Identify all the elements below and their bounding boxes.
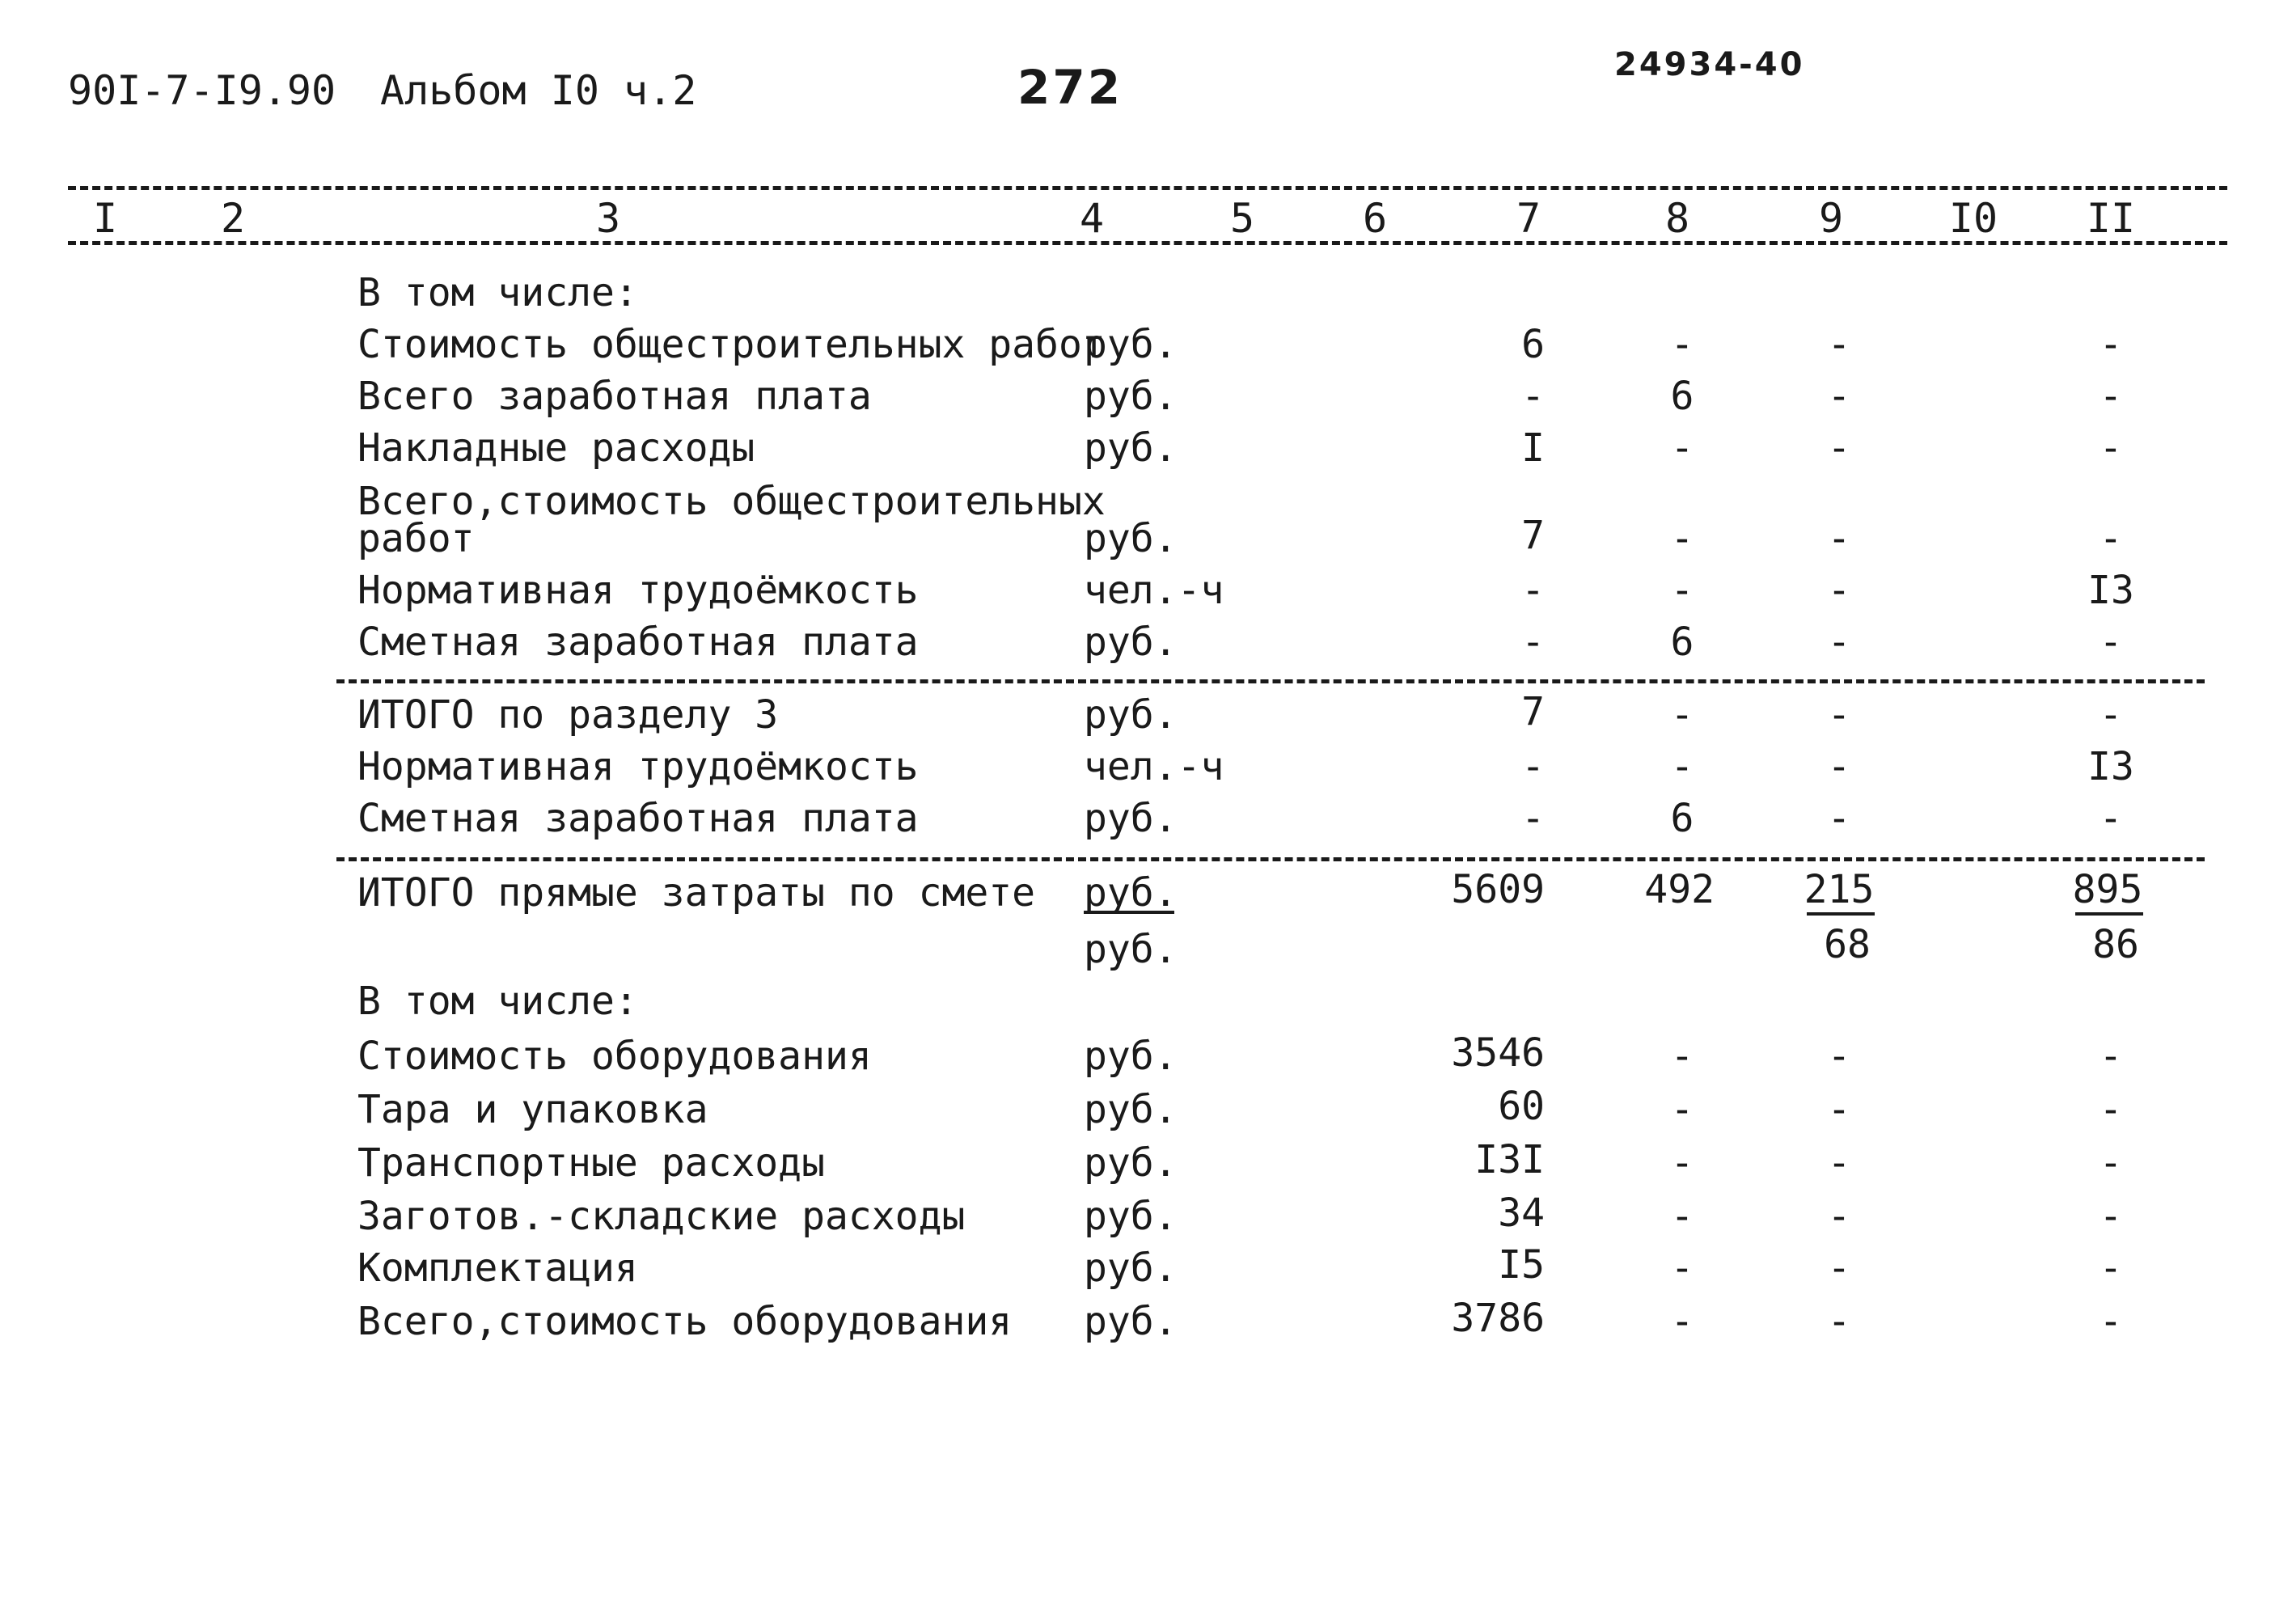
row-label: Комплектация — [357, 1245, 638, 1291]
cell-col8: - — [1670, 568, 1694, 613]
column-number-7: 7 — [1516, 195, 1541, 242]
row-unit: руб. — [1084, 620, 1178, 665]
row-unit: руб. — [1084, 1245, 1178, 1291]
cell-col8: - — [1670, 1245, 1694, 1291]
column-number-9: 9 — [1818, 195, 1844, 242]
section-divider-rule — [336, 857, 2205, 861]
album-label: Альбом I0 ч.2 — [380, 67, 697, 114]
cell-col7: 34 — [1498, 1191, 1545, 1236]
cell-col11: - — [2099, 1087, 2123, 1132]
cell-col9: - — [1827, 568, 1851, 613]
row-unit: руб. — [1084, 322, 1178, 367]
row-label: Сметная заработная плата — [357, 620, 919, 665]
cell-col7: - — [1521, 568, 1545, 613]
cell-col11: 86 — [2092, 922, 2139, 967]
cell-col11: I3 — [2087, 568, 2134, 613]
cell-col9: - — [1827, 374, 1851, 419]
row-label: Заготов.-складские расходы — [357, 1194, 966, 1239]
row-label: Всего заработная плата — [357, 374, 872, 419]
row-label: Нормативная трудоёмкость — [357, 744, 919, 789]
row-label: В том числе: — [357, 270, 638, 315]
column-number-6: 6 — [1362, 195, 1388, 242]
cell-col7: 3546 — [1451, 1030, 1545, 1076]
row-label: Транспортные расходы — [357, 1140, 825, 1186]
cell-col9: - — [1827, 1245, 1851, 1291]
cell-col11: - — [2099, 1140, 2123, 1186]
cell-col9: - — [1827, 620, 1851, 665]
cell-col11: - — [2099, 425, 2123, 471]
row-unit: руб. — [1084, 374, 1178, 419]
cell-col9: - — [1827, 1140, 1851, 1186]
cell-col8: - — [1670, 1194, 1694, 1239]
cell-col9: - — [1827, 1087, 1851, 1132]
cell-col7: - — [1521, 796, 1545, 841]
row-unit: руб. — [1084, 927, 1178, 972]
cell-col7: 3786 — [1451, 1296, 1545, 1341]
cell-col7: - — [1521, 374, 1545, 419]
row-label: Всего,стоимость оборудования — [357, 1299, 1013, 1344]
row-unit: руб. — [1084, 425, 1178, 471]
cell-col7: - — [1521, 744, 1545, 789]
cell-col11: - — [2099, 1299, 2123, 1344]
section-divider-rule — [336, 679, 2205, 683]
cell-col9: - — [1827, 425, 1851, 471]
cell-col9: 215 — [1804, 867, 1875, 912]
cell-col8: - — [1670, 425, 1694, 471]
cell-col7: I5 — [1498, 1242, 1545, 1288]
document-code: 90I-7-I9.90 — [68, 67, 336, 114]
column-number-2: 2 — [220, 195, 246, 242]
cell-col8: - — [1670, 516, 1694, 561]
cell-col7: I — [1521, 425, 1545, 471]
cell-col11: - — [2099, 620, 2123, 665]
row-unit: руб. — [1084, 1034, 1178, 1079]
header-top-rule — [68, 186, 2227, 190]
cell-col11: - — [2099, 1034, 2123, 1079]
row-label: Нормативная трудоёмкость — [357, 568, 919, 613]
row-unit: руб. — [1084, 870, 1178, 916]
cell-col8: - — [1670, 1087, 1694, 1132]
row-label: работ — [357, 516, 475, 561]
row-label: В том числе: — [357, 979, 638, 1024]
cell-col8: 6 — [1670, 796, 1694, 841]
cell-col9: - — [1827, 516, 1851, 561]
cell-col7: 5609 — [1451, 867, 1545, 912]
cell-col11: I3 — [2087, 744, 2134, 789]
row-label: Накладные расходы — [357, 425, 755, 471]
cell-col7: - — [1521, 620, 1545, 665]
cell-col11: 895 — [2072, 867, 2143, 912]
cell-col9: 68 — [1824, 922, 1871, 967]
column-number-1: I — [92, 195, 118, 242]
cell-col8: 6 — [1670, 620, 1694, 665]
cell-col9: - — [1827, 744, 1851, 789]
cell-col7: 6 — [1521, 322, 1545, 367]
row-unit: руб. — [1084, 1087, 1178, 1132]
cell-col7: I3I — [1474, 1137, 1545, 1182]
column-number-8: 8 — [1664, 195, 1690, 242]
fraction-bar — [2075, 912, 2143, 916]
row-unit: руб. — [1084, 1194, 1178, 1239]
cell-col9: - — [1827, 692, 1851, 738]
row-label: Тара и упаковка — [357, 1087, 708, 1132]
cell-col8: 6 — [1670, 374, 1694, 419]
cell-col7: 7 — [1521, 689, 1545, 734]
row-label: Сметная заработная плата — [357, 796, 919, 841]
cell-col8: - — [1670, 692, 1694, 738]
cell-col11: - — [2099, 1245, 2123, 1291]
fraction-bar — [1807, 912, 1875, 916]
row-label: ИТОГО прямые затраты по смете — [357, 870, 1036, 916]
cell-col8: - — [1670, 1140, 1694, 1186]
row-label: Стоимость оборудования — [357, 1034, 872, 1079]
cell-col8: - — [1670, 1034, 1694, 1079]
cell-col9: - — [1827, 1194, 1851, 1239]
cell-col11: - — [2099, 322, 2123, 367]
cell-col11: - — [2099, 374, 2123, 419]
cell-col11: - — [2099, 692, 2123, 738]
cell-col8: - — [1670, 322, 1694, 367]
row-unit: руб. — [1084, 516, 1178, 561]
row-unit: руб. — [1084, 1299, 1178, 1344]
row-label: ИТОГО по разделу 3 — [357, 692, 779, 738]
row-unit: чел.-ч — [1084, 744, 1224, 789]
cell-col9: - — [1827, 1299, 1851, 1344]
cell-col9: - — [1827, 796, 1851, 841]
cell-col9: - — [1827, 1034, 1851, 1079]
cell-col8: - — [1670, 744, 1694, 789]
cell-col8: - — [1670, 1299, 1694, 1344]
column-number-10: I0 — [1948, 195, 1998, 242]
cell-col8: 492 — [1644, 867, 1715, 912]
handwritten-registration-number: 24934-40 — [1614, 46, 1805, 83]
row-unit: чел.-ч — [1084, 568, 1224, 613]
row-label: Всего,стоимость общестроительных — [357, 479, 1106, 524]
cell-col7: 60 — [1498, 1084, 1545, 1129]
header-bottom-rule — [68, 241, 2227, 245]
column-number-4: 4 — [1079, 195, 1105, 242]
column-number-3: 3 — [595, 195, 621, 242]
row-unit: руб. — [1084, 796, 1178, 841]
row-unit: руб. — [1084, 692, 1178, 738]
cell-col9: - — [1827, 322, 1851, 367]
unit-underline — [1084, 911, 1174, 914]
column-number-11: II — [2086, 195, 2136, 242]
row-unit: руб. — [1084, 1140, 1178, 1186]
page-number: 272 — [1017, 60, 1123, 115]
cell-col11: - — [2099, 1194, 2123, 1239]
cell-col11: - — [2099, 516, 2123, 561]
column-number-5: 5 — [1229, 195, 1255, 242]
row-label: Стоимость общестроительных работ — [357, 322, 1106, 367]
cell-col7: 7 — [1521, 513, 1545, 558]
cell-col11: - — [2099, 796, 2123, 841]
